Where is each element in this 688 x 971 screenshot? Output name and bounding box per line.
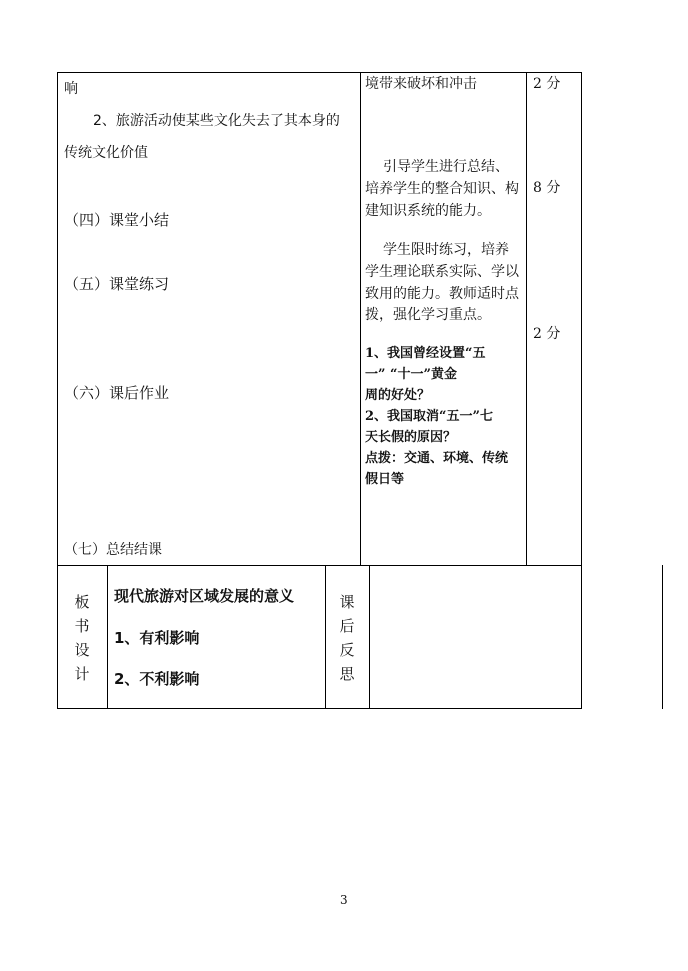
homework-question-line: 一” “十一”黄金 (365, 367, 457, 382)
homework-question-line: 1、我国曾经设置“五 (365, 346, 486, 361)
time-allocation: 8 分 (533, 180, 561, 196)
reflection-label (337, 590, 357, 686)
board-title: 现代旅游对区域发展的意义 (114, 587, 295, 605)
summary-line: 建知识系统的能力。 (365, 203, 491, 219)
board-design-label (72, 590, 92, 686)
board-label-char: 计 (74, 665, 90, 683)
margin-mark (662, 565, 663, 709)
practice-line: 拨，强化学习重点。 (365, 307, 491, 323)
practice-line: 学生限时练习，培养 (383, 242, 509, 258)
homework-question-line: 周的好处？ (365, 388, 431, 403)
left-text-line3: 传统文化价值 (64, 145, 148, 161)
left-text-line2: 2、旅游活动使某些文化失去了其本身的 (93, 113, 340, 129)
summary-line: 引导学生进行总结、 (383, 159, 509, 175)
practice-line: 致用的能力。教师适时点 (365, 286, 519, 302)
board-label-char: 板 (74, 593, 90, 611)
table-top-border (57, 72, 582, 73)
reflection-label-char: 课 (339, 593, 355, 611)
time-allocation: 2 分 (533, 326, 561, 342)
board-label-char: 设 (74, 641, 90, 659)
board-item: 1、有利影响 (114, 629, 200, 647)
table-left-border (57, 72, 58, 709)
column-divider-middle (360, 72, 361, 566)
section-practice-heading: （五）课堂练习 (64, 275, 170, 293)
summary-line: 培养学生的整合知识、构 (365, 181, 519, 197)
board-item: 2、不利影响 (114, 670, 200, 688)
board-label-char: 书 (74, 617, 90, 635)
reflection-label-char: 思 (339, 665, 355, 683)
column-divider-time (526, 72, 527, 566)
homework-question-line: 2、我国取消“五一”七 (365, 409, 494, 424)
practice-line: 学生理论联系实际、学以 (365, 264, 519, 280)
section-closing-heading: （七）总结结课 (64, 542, 162, 558)
reflection-label-divider (369, 565, 370, 709)
page-number: 3 (340, 893, 348, 907)
time-allocation: 2 分 (533, 76, 561, 92)
table-bottom-border (57, 708, 582, 709)
row-divider-board (57, 565, 582, 566)
left-text-line1: 响 (64, 81, 78, 97)
reflection-label-char: 后 (339, 617, 355, 635)
board-content-divider (325, 565, 326, 709)
table-right-border (581, 72, 582, 709)
reflection-label-char: 反 (339, 641, 355, 659)
section-summary-heading: （四）课堂小结 (64, 211, 170, 229)
homework-question-line: 点拨：交通、环境、传统 (365, 451, 509, 466)
board-label-divider (107, 565, 108, 709)
homework-question-line: 假日等 (365, 472, 405, 487)
section-homework-heading: （六）课后作业 (64, 384, 170, 402)
homework-question-line: 天长假的原因？ (365, 430, 457, 445)
middle-text-line1: 境带来破坏和冲击 (365, 76, 477, 92)
